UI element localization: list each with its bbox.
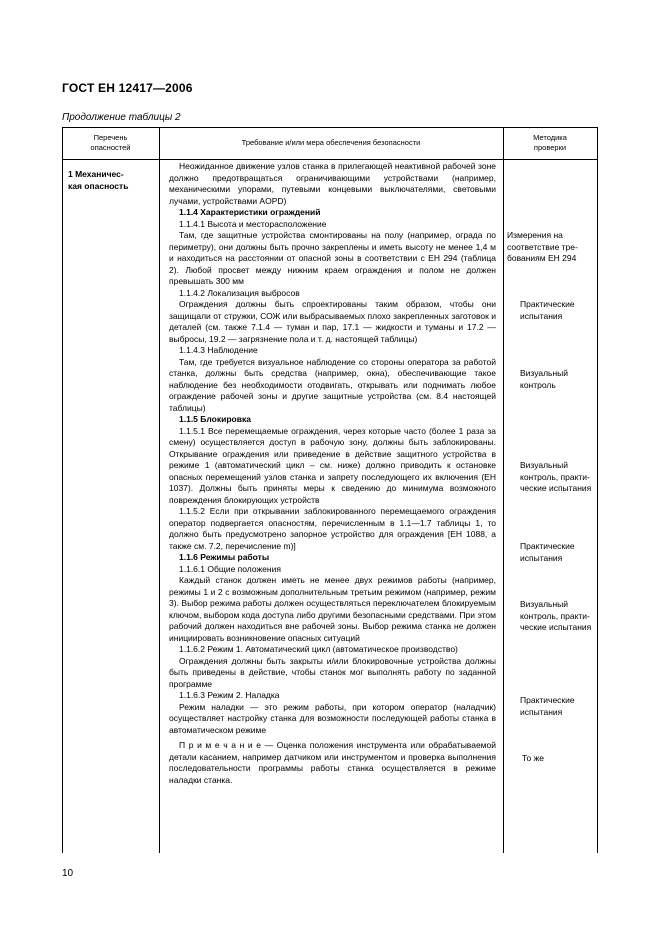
test-method-cell (520, 599, 610, 634)
requirement-heading: 1.1.5 Блокировка (179, 414, 251, 424)
requirement-paragraph: 1.1.6.2 Режим 1. Автоматический цикл (автоматическое производство) (179, 644, 458, 654)
requirement-paragraph: 1.1.6.1 Общие положения (179, 563, 281, 574)
method-line: соответствие тре- (507, 241, 578, 252)
safety-requirements-table (62, 127, 598, 853)
requirement-paragraph: Каждый станок должен иметь не менее двух режимов работы (например, режимы 1 и 2 с возможным дополнительным третьим режимом (например, режим 3). Выбор режима работы должен осуществляться переключателем блокируемым ключом, выбором кода доступа либо другими безопасными средствами. При этом рабочий должен находиться вне рабочей зоны. Выбор режима станка не должен инициировать возникновение опасных ситуаций (169, 575, 496, 643)
requirement-paragraph: 1.1.4.2 Локализация выбросов (179, 287, 300, 298)
requirement-paragraph: 1.1.4.1 Высота и месторасположение (179, 218, 327, 229)
requirement-paragraph: Там, где защитные устройства смонтированы на полу (например, ограда по периметру), они должны быть прочно закреплены и иметь высоту не менее 1,4 м и находиться на расстоянии от опасной зоны в соответствии с ЕН 294 (таблица 2). Любой просвет между нижним краем ограждения и полом не должен превышать 300 мм (169, 230, 496, 286)
hazard-cell (68, 169, 152, 192)
test-method-cell (520, 368, 610, 391)
document-header: ГОСТ ЕН 12417—2006 (62, 81, 193, 95)
method-line: ческие испытания (520, 483, 592, 493)
table-column-divider-2 (503, 127, 504, 853)
table-column-divider-1 (159, 127, 160, 853)
column-header-hazards (62, 127, 159, 159)
test-method-cell (520, 460, 610, 495)
method-line: контроль, практи- (520, 610, 590, 621)
method-line: Практические (520, 299, 575, 309)
requirement-heading: 1.1.4 Характеристики ограждений (179, 207, 321, 217)
requirement-paragraph: 1.1.5.2 Если при открывании заблокированного перемещаемого ограждения оператор подвергается опасностям, перечисленным в 1.1—1.7 таблицы 1, то должно быть предусмотрено запорное устройство для ограждения [ЕН 1088, а также см. 7.2, перечисление m)] (169, 506, 496, 551)
requirements-cell (169, 161, 496, 786)
method-line: испытания (520, 552, 563, 563)
method-line: испытания (520, 310, 563, 321)
requirement-note: П р и м е ч а н и е — Оценка положения инструмента или обрабатываемой детали касанием, например датчиком или инструментом и проверка выполнения последовательности программы работы станка осуществляется в режиме наладки станка. (169, 740, 496, 785)
hazard-label-line: кая опасность (68, 180, 129, 191)
test-method-cell (520, 299, 610, 322)
requirement-heading: 1.1.6 Режимы работы (179, 552, 270, 562)
requirement-paragraph: Ограждения должны быть закрыты и/или блокировочные устройства должны быть приведены в действие, чтобы станок мог выполнять работу по заданной программе (169, 655, 496, 689)
method-line: испытания (520, 706, 563, 717)
test-method-cell (522, 753, 612, 765)
table-continuation-caption: Продолжение таблицы 2 (62, 112, 181, 123)
column-header-line: Методика (533, 133, 567, 142)
requirement-paragraph: Режим наладки — это режим работы, при котором оператор (наладчик) осуществляет настройку станка для возможности последующей работы станка в автоматическом режиме (169, 701, 496, 735)
page-number: 10 (62, 868, 74, 879)
column-header-line: опасностей (90, 143, 131, 152)
requirement-paragraph: 1.1.6.3 Режим 2. Наладка (179, 690, 280, 700)
method-line: Визуальный (520, 460, 569, 470)
requirement-paragraph: 1.1.5.1 Все перемещаемые ограждения, через которые часто (более 1 раза за смену) осуществляется доступ в рабочую зону, должны быть заблокированы. Открывание ограждения или приведение в действие защитного устройства в режиме 1 (автоматический цикл – см. ниже) должно приводить к остановке опасных перемещений узлов станка и запрету последующего их включения (ЕН 1037). Должны быть приняты меры к сведению до минимума возможного повреждения блокирующих устройств (169, 425, 496, 505)
method-line: Практические (520, 541, 575, 551)
hazard-label-line: 1 Механичес- (68, 169, 124, 179)
method-line: То же (522, 753, 545, 763)
column-header-requirements (159, 127, 503, 159)
test-method-cell (507, 230, 597, 265)
table-header-border (62, 159, 598, 160)
method-line: Измерения на (507, 230, 563, 240)
requirement-paragraph: Ограждения должны быть спроектированы таким образом, чтобы они защищали от стружки, СОЖ или выбрасываемых плохо закрепленных заготовок и деталей (см. также 7.1.4 — туман и пар, 17.1 — жидкости и туманы и 17.2 — выбросы, 19.2 — загрязнение пола и т. д. настоящей таблицы) (169, 299, 496, 344)
requirement-paragraph: Неожиданное движение узлов станка в прилегающей неактивной рабочей зоне должно предотвращаться ограничивающими устройствами (например, механическими упорами, путевыми концевыми выключателями, световыми лучами, устройствами AOPD) (169, 161, 496, 206)
method-line: контроль (520, 379, 556, 390)
method-line: бованиям ЕН 294 (507, 253, 577, 263)
method-line: ческие испытания (520, 622, 592, 632)
requirement-paragraph: Там, где требуется визуальное наблюдение со стороны оператора за работой станка, должны быть средства (например, окна), обеспечивающие такое наблюдение без необходимости отодвигать, открывать или поднимать любое ограждение рабочей зоны и другие защитные устройства (см. 8.4 настоящей таблицы) (169, 356, 496, 413)
method-line: контроль, практи- (520, 471, 590, 482)
column-header-line: Перечень (93, 133, 128, 142)
column-header-test-method (503, 127, 597, 159)
method-line: Практические (520, 695, 575, 705)
column-header-line: проверки (533, 143, 567, 152)
test-method-cell (520, 695, 610, 718)
requirement-paragraph: 1.1.4.3 Наблюдение (179, 345, 258, 355)
column-header-line: Требование и/или мера обеспечения безопасности (241, 138, 421, 147)
table-left-border (62, 127, 63, 853)
test-method-cell (520, 541, 610, 564)
method-line: Визуальный (520, 599, 569, 609)
method-line: Визуальный (520, 368, 569, 378)
